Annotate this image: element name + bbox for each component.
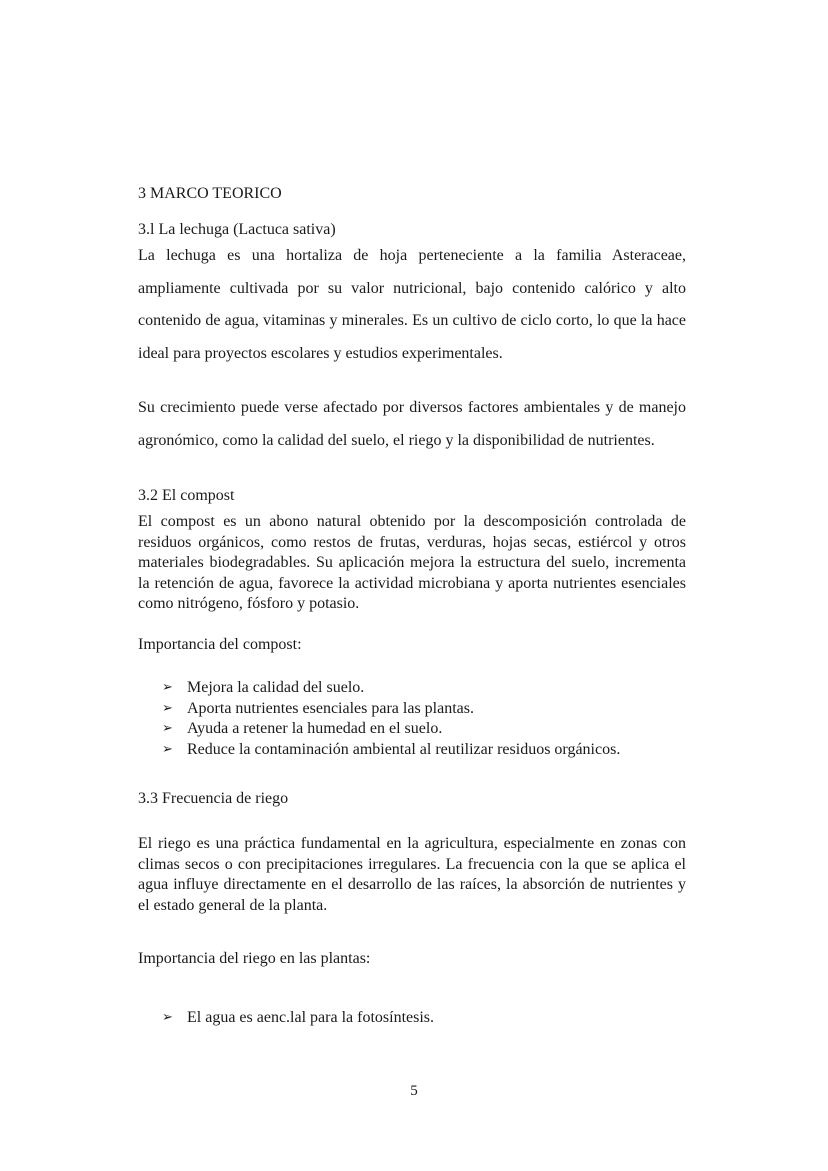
page-number: 5 <box>410 1083 418 1099</box>
subsection-heading-lechuga: 3.l La lechuga (Lactuca sativa) <box>138 221 336 238</box>
arrow-bullet-icon: ➢ <box>162 1010 173 1025</box>
riego-importance-label: Importancia del riego en las plantas: <box>138 950 371 967</box>
arrow-bullet-icon: ➢ <box>162 700 173 716</box>
arrow-bullet-icon: ➢ <box>162 721 173 736</box>
paragraph-compost: El compost es un abono natural obtenido por la descomposición controlada de residuos orgánicos, como restos de frutas, verduras, hojas secas, estiércol y otros materiales biodegradables. Su aplicación mejora la estructura del suelo, incrementa la retención de agua, favorece la actividad microbiana y aporta nutrientes esenciales como nitrógeno, fósforo y potasio. <box>138 513 686 612</box>
subsection-heading-compost: 3.2 El compost <box>138 487 235 504</box>
arrow-bullet-icon: ➢ <box>162 741 173 757</box>
list-item <box>162 740 702 761</box>
paragraph-crecimiento: Su crecimiento puede verse afectado por diversos factores ambientales y de manejo agronómico, como la calidad del suelo, el riego y la disponibilidad de nutrientes. <box>138 399 686 449</box>
list-item <box>162 1008 702 1029</box>
list-item-text: Reduce la contaminación ambiental al reutilizar residuos orgánicos. <box>187 740 621 758</box>
compost-bullet-list <box>162 678 702 760</box>
list-item-text: El agua es aenc.lal para la fotosíntesis. <box>187 1009 435 1026</box>
list-item-text: Aporta nutrientes esenciales para las plantas. <box>187 699 474 717</box>
list-item <box>162 678 702 699</box>
paragraph-riego: El riego es una práctica fundamental en la agricultura, especialmente en zonas con climas secos o con precipitaciones irregulares. La frecuencia con la que se aplica el agua influye directamente en el desarrollo de las raíces, la absorción de nutrientes y el estado general de la planta. <box>138 835 686 914</box>
compost-importance-label: Importancia del compost: <box>138 636 302 653</box>
riego-bullet-list <box>162 1008 702 1029</box>
arrow-bullet-icon: ➢ <box>162 680 173 695</box>
section-title: 3 MARCO TEORICO <box>138 185 282 202</box>
paragraph-lechuga: La lechuga es una hortaliza de hoja perteneciente a la familia Asteraceae, ampliamente cultivada por su valor nutricional, bajo contenido calórico y alto contenido de agua, vitaminas y minerales. Es un cultivo de ciclo corto, lo que la hace ideal para proyectos escolares y estudios experimentales. <box>138 247 686 362</box>
list-item <box>162 719 702 740</box>
list-item-text: Ayuda a retener la humedad en el suelo. <box>187 720 443 737</box>
list-item <box>162 699 702 720</box>
list-item-text: Mejora la calidad del suelo. <box>187 679 365 696</box>
subsection-heading-riego: 3.3 Frecuencia de riego <box>138 790 289 807</box>
